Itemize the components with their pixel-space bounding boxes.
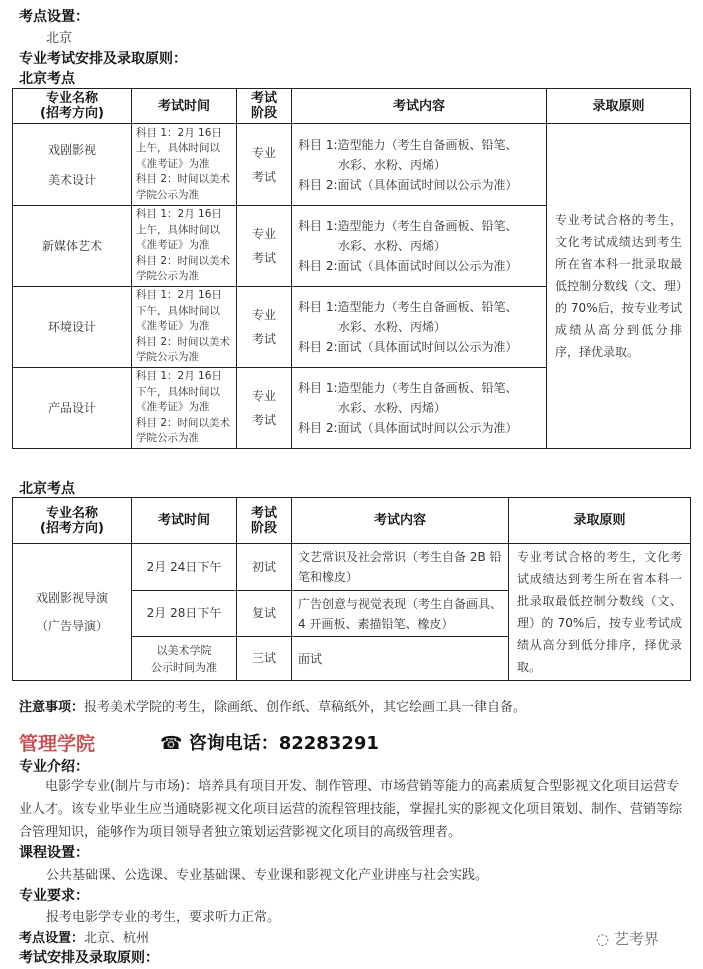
course-label: 课程设置： — [19, 845, 89, 861]
content-subject-2: 科目 2:面试（具体面试时间以公示为准） — [298, 259, 518, 273]
site-title-2: 北京考点 — [19, 481, 75, 497]
wechat-icon: ◌ — [596, 930, 614, 948]
content-subject-1: 科目 1:造型能力（考生自备画板、铅笔、 — [298, 137, 518, 152]
major: 戏剧影视导演 （广告导演） — [13, 544, 132, 681]
content-subject-1-cont: 水彩、水粉、丙烯） — [338, 157, 447, 172]
table-row — [13, 544, 691, 591]
arrangement-label-2: 考试安排及录取原则： — [19, 950, 159, 966]
watermark — [596, 928, 659, 949]
course-text: 公共基础课、公选课、专业基础课、专业课和影视文化产业讲座与社会实践。 — [46, 868, 489, 883]
exam-stage: 专业 考试 — [237, 124, 292, 206]
exam-time: 科目 1：2月 16日下午，具体时间以《准考证》为准 科目 2：时间以美术学院公示为准 — [132, 368, 237, 449]
exam-content — [292, 368, 547, 449]
major: 产品设计 — [13, 368, 132, 449]
exam-stage: 专业 考试 — [237, 368, 292, 449]
notice — [19, 696, 526, 715]
admission-principle: 专业考试合格的考生，文化考试成绩达到考生所在省本科一批录取最低控制分数线（文、理）的 70%后，按专业考试成绩从高分到低分排序，择优录取。 — [509, 544, 691, 681]
notice-label: 注意事项： — [19, 700, 85, 715]
major: 新媒体艺术 — [13, 206, 132, 287]
exam-content: 文艺常识及社会常识（考生自备 2B 铅笔和橡皮） — [292, 544, 509, 591]
exam-time: 科目 1：2月 16日上午，具体时间以《准考证》为准 科目 2：时间以美术学院公示为准 — [132, 206, 237, 287]
header-principle: 录取原则 — [509, 498, 691, 544]
exam-stage: 复试 — [237, 591, 292, 637]
exam-stage: 专业 考试 — [237, 206, 292, 287]
exam-table-2 — [12, 497, 691, 681]
exam-content: 面试 — [292, 637, 509, 681]
exam-site: 北京 — [46, 31, 73, 46]
phone-label: 咨询电话： — [188, 733, 279, 754]
major: 环境设计 — [13, 287, 132, 368]
intro-label: 专业介绍： — [19, 759, 89, 775]
content-subject-2: 科目 2:面试（具体面试时间以公示为准） — [298, 421, 518, 435]
arrangement-label: 专业考试安排及录取原则： — [19, 51, 187, 67]
school-name: 管理学院 — [19, 733, 96, 755]
exam-stage: 初试 — [237, 544, 292, 591]
intro-text: 电影学专业(制片与市场)：培养具有项目开发、制作管理、市场营销等能力的高素质复合型影视文化项目运营专业人才。该专业毕业生应当通晓影视文化项目运营的流程管理技能，掌握扎实的影视文化项目策划、制作、营销等综合管理知识，能够作为项目领导者独立策划运营影视文化项目的高级管理者。 — [19, 779, 683, 840]
exam-time: 科目 1：2月 16日下午，具体时间以《准考证》为准 科目 2：时间以美术学院公示为准 — [132, 287, 237, 368]
site-text: 北京、杭州 — [84, 931, 150, 946]
exam-content — [292, 287, 547, 368]
header-content: 考试内容 — [292, 89, 547, 124]
site-label: 考点设置： — [19, 931, 85, 946]
admission-principle: 专业考试合格的考生，文化考试成绩达到考生所在省本科一批录取最低控制分数线（文、理）的 70%后，按专业考试成绩从高分到低分排序，择优录取。 — [547, 124, 691, 449]
exam-stage: 专业 考试 — [237, 287, 292, 368]
exam-time: 2月 24日下午 — [132, 544, 237, 591]
exam-site-label: 考点设置： — [19, 9, 89, 25]
watermark-text: 艺考界 — [613, 930, 659, 948]
exam-time: 以美术学院 公示时间为准 — [132, 637, 237, 681]
exam-stage: 三试 — [237, 637, 292, 681]
req-text: 报考电影学专业的考生，要求听力正常。 — [46, 910, 281, 925]
header-time: 考试时间 — [132, 498, 237, 544]
content-subject-1: 科目 1:造型能力（考生自备画板、铅笔、 — [298, 381, 518, 395]
exam-table-1 — [12, 88, 691, 449]
exam-content — [292, 206, 547, 287]
content-subject-1-cont: 水彩、水粉、丙烯） — [338, 401, 447, 415]
exam-content — [292, 124, 547, 206]
exam-time: 科目 1：2月 16日上午，具体时间以《准考证》为准 科目 2：时间以美术学院公示为准 — [132, 124, 237, 206]
header-principle: 录取原则 — [547, 89, 691, 124]
phone-icon: ☎ — [160, 733, 183, 754]
phone-number: 82283291 — [278, 733, 379, 754]
phone-line — [160, 729, 379, 755]
notice-text: 报考美术学院的考生，除画纸、创作纸、草稿纸外，其它绘画工具一律自备。 — [84, 700, 527, 715]
content-subject-2: 科目 2:面试（具体面试时间以公示为准） — [298, 340, 518, 354]
content-subject-2: 科目 2:面试（具体面试时间以公示为准） — [298, 177, 518, 192]
table-row — [13, 124, 691, 206]
header-content: 考试内容 — [292, 498, 509, 544]
content-subject-1-cont: 水彩、水粉、丙烯） — [338, 239, 447, 253]
site-line — [19, 927, 149, 946]
header-time: 考试时间 — [132, 89, 237, 124]
req-label: 专业要求： — [19, 888, 89, 904]
header-major: 专业名称 (招考方向) — [13, 89, 132, 124]
header-major: 专业名称 (招考方向) — [13, 498, 132, 544]
major: 戏剧影视 美术设计 — [13, 124, 132, 206]
exam-time: 2月 28日下午 — [132, 591, 237, 637]
header-stage: 考试 阶段 — [237, 89, 292, 124]
content-subject-1-cont: 水彩、水粉、丙烯） — [338, 320, 447, 334]
site-title: 北京考点 — [19, 71, 75, 87]
exam-content: 广告创意与视觉表现（考生自备画具、4 开画板、素描铅笔、橡皮） — [292, 591, 509, 637]
content-subject-1: 科目 1:造型能力（考生自备画板、铅笔、 — [298, 219, 518, 233]
header-stage: 考试 阶段 — [237, 498, 292, 544]
content-subject-1: 科目 1:造型能力（考生自备画板、铅笔、 — [298, 300, 518, 314]
